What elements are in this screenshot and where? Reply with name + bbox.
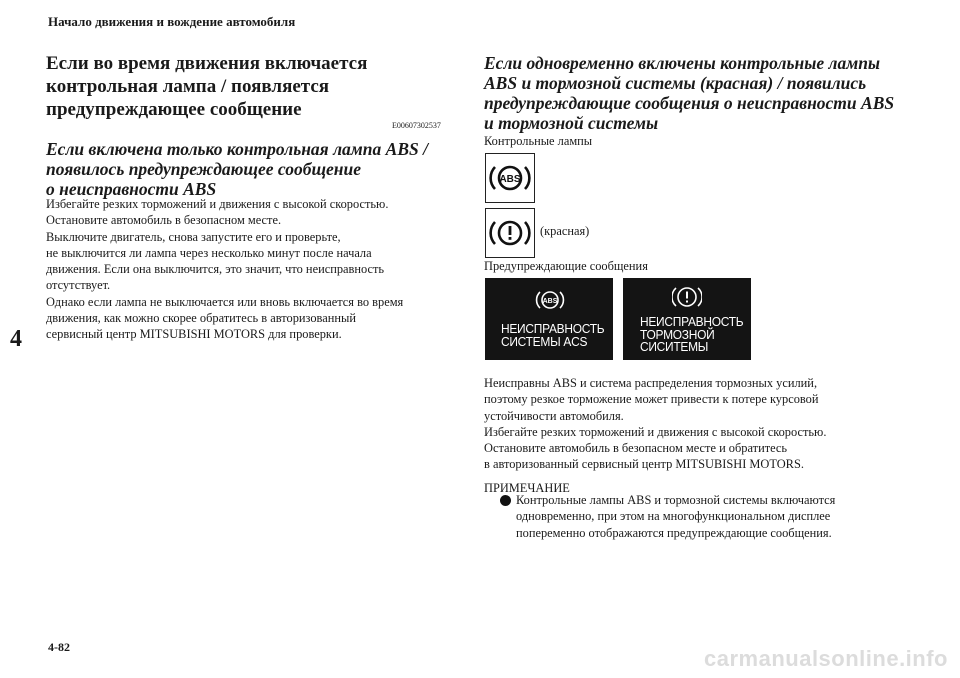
right-body-text [484, 375, 826, 473]
display-line: НЕИСПРАВНОСТЬ [501, 321, 605, 336]
brake-lamp-red-label: (красная) [540, 224, 590, 238]
bullet-icon [500, 495, 511, 506]
display-line: СИСТЕМЫ ACS [501, 333, 588, 349]
brake-warning-display [623, 278, 751, 360]
note-title: ПРИМЕЧАНИЕ [484, 481, 570, 495]
subsection-heading-line: Если включена только контрольная лампа ABS / [46, 139, 428, 159]
brake-warning-lamp [485, 208, 535, 258]
body-line: не выключится ли лампа через несколько минут после начала [46, 245, 372, 260]
section-heading [46, 52, 446, 121]
abs-display-icon-text: ABS [542, 298, 558, 305]
abs-display-icon [535, 288, 565, 312]
subsection-heading-line: Если одновременно включены контрольные лампы [484, 53, 881, 73]
watermark: carmanualsonline.info [704, 646, 948, 671]
note-line: попеременно отображаются предупреждающие сообщения. [516, 525, 832, 540]
running-header: Начало движения и вождение автомобиля [48, 14, 296, 29]
subsection-heading-line: предупреждающие сообщения о неисправности ABS [484, 93, 895, 113]
display-line: ТОРМОЗНОЙ [640, 326, 715, 342]
brake-lamp-icon [488, 216, 532, 250]
body-line: устойчивости автомобиля. [484, 408, 624, 423]
left-body-text [46, 196, 403, 343]
page-number: 4-82 [48, 640, 70, 654]
warnings-label: Предупреждающие сообщения [484, 259, 648, 273]
chapter-number: 4 [10, 326, 22, 352]
note-line: одновременно, при этом на многофункциональном дисплее [516, 509, 831, 524]
abs-display-message [501, 323, 604, 348]
note-body [516, 492, 835, 541]
section-heading-line: предупреждающее сообщение [46, 99, 302, 120]
body-line: Избегайте резких торможений и движения с высокой скоростью. [484, 424, 827, 439]
note-line: Контрольные лампы ABS и тормозной системы включаются [516, 493, 836, 507]
abs-lamp-icon [488, 161, 532, 195]
subsection-heading-line: появилось предупреждающее сообщение [46, 159, 362, 179]
brake-display-message [640, 316, 743, 354]
subsection-heading-line: о неисправности ABS [46, 179, 217, 199]
abs-lamp-text: ABS [499, 174, 521, 185]
abs-warning-lamp [485, 153, 535, 203]
display-line: НЕИСПРАВНОСТЬ [640, 314, 744, 329]
subsection-heading-abs-only [46, 139, 446, 199]
section-heading-line: Если во время движения включается [46, 53, 368, 74]
body-line: Остановите автомобиль в безопасном месте и обратитесь [484, 441, 788, 456]
body-line: движения, как можно скорее обратитесь в авторизованный [46, 311, 356, 326]
body-line: Неисправны ABS и система распределения тормозных усилий, [484, 376, 818, 390]
document-code: E00607302537 [392, 121, 441, 130]
body-line: Избегайте резких торможений и движения с высокой скоростью. [46, 197, 389, 211]
subsection-heading-abs-and-brake [484, 53, 924, 133]
body-line: отсутствует. [46, 278, 111, 293]
body-line: Однако если лампа не выключается или вновь включается во время [46, 294, 404, 309]
subsection-heading-line: ABS и тормозной системы (красная) / появились [484, 73, 867, 93]
abs-warning-display [485, 278, 613, 360]
body-line: поэтому резкое торможение может привести к потере курсовой [484, 392, 819, 407]
body-line: Остановите автомобиль в безопасном месте. [46, 213, 282, 228]
lamps-label: Контрольные лампы [484, 134, 593, 148]
display-line: СИСИТЕМЫ [640, 339, 709, 354]
body-line: в авторизованный сервисный центр MITSUBISHI MOTORS. [484, 457, 804, 472]
body-line: Выключите двигатель, снова запустите его и проверьте, [46, 229, 341, 244]
subsection-heading-line: и тормозной системы [484, 113, 659, 133]
body-line: движения. Если она выключится, это значит, что неисправность [46, 262, 385, 277]
section-heading-line: контрольная лампа / появляется [46, 76, 330, 97]
body-line: сервисный центр MITSUBISHI MOTORS для проверки. [46, 327, 342, 342]
brake-display-icon [672, 284, 702, 310]
